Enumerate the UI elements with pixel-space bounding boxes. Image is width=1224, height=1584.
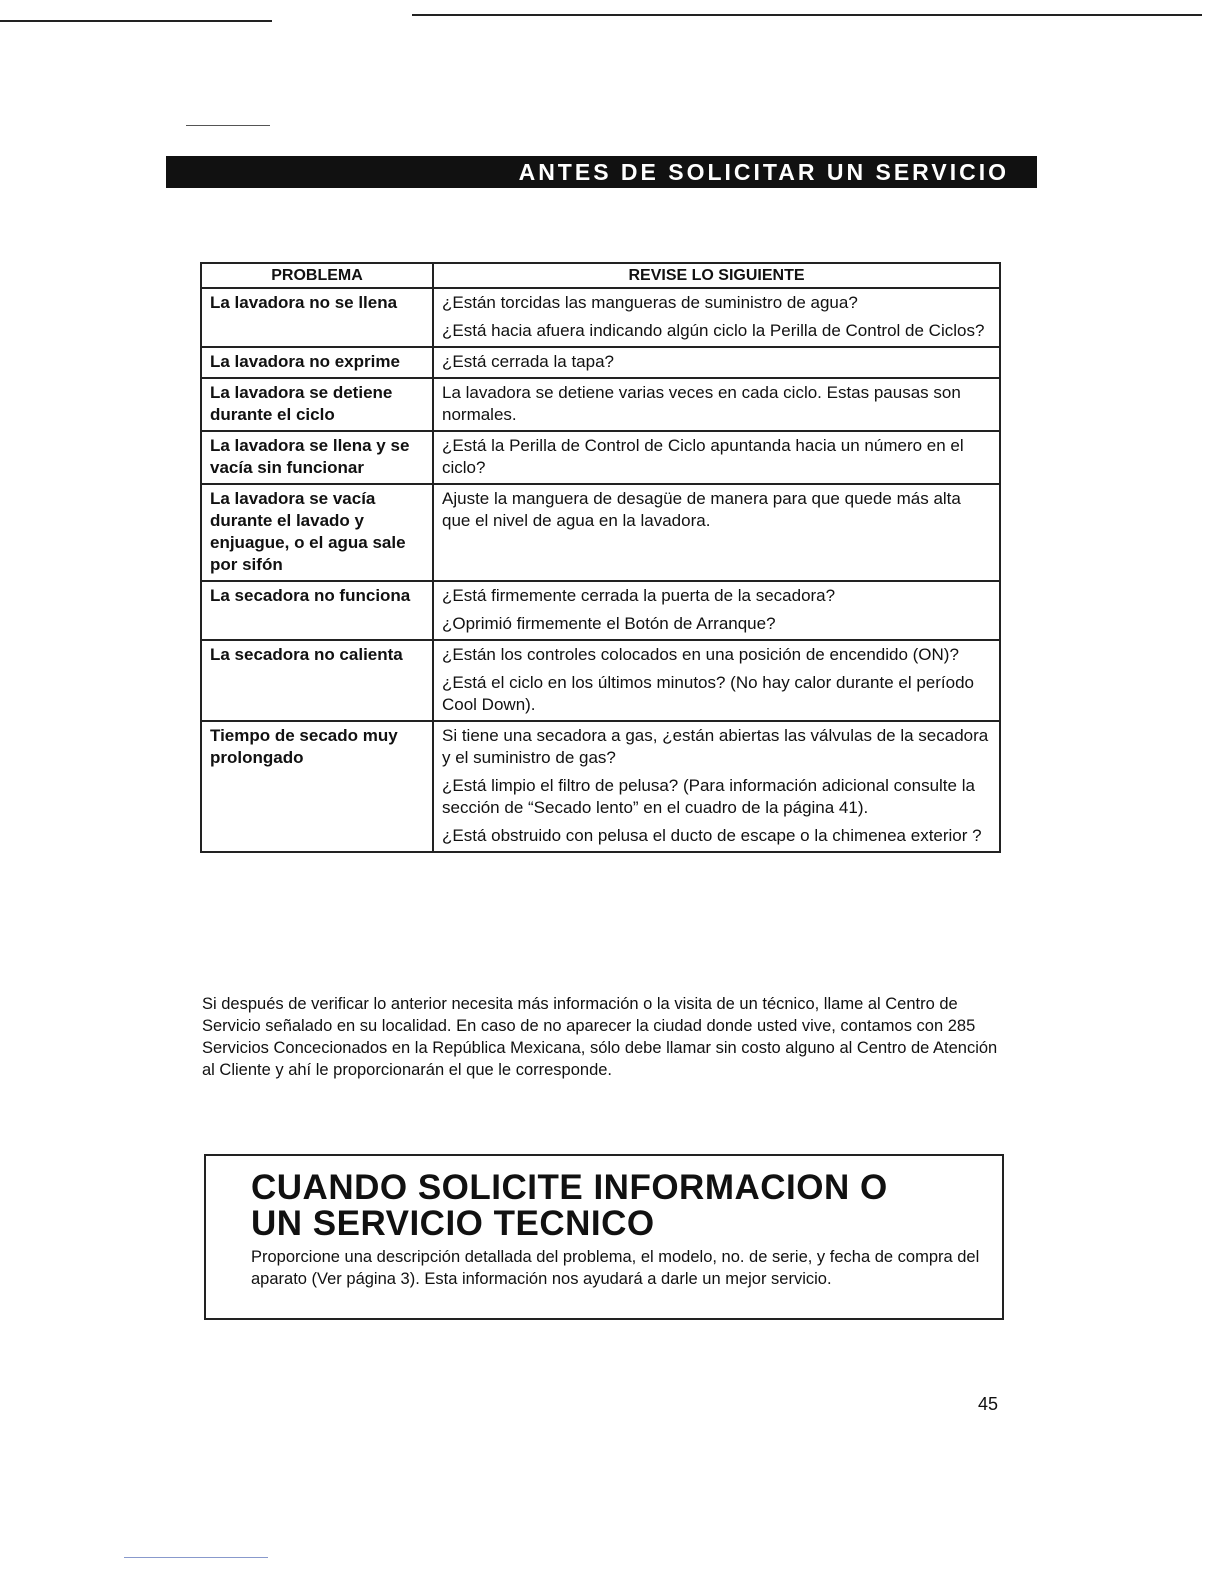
top-rule-left bbox=[0, 20, 272, 22]
table-row bbox=[201, 640, 1000, 721]
short-rule bbox=[186, 125, 270, 126]
check-item: ¿Están torcidas las mangueras de suministro de agua? bbox=[442, 293, 858, 312]
top-rule-right bbox=[412, 14, 1202, 16]
table-header-row bbox=[201, 263, 1000, 288]
check-item: ¿Está firmemente cerrada la puerta de la secadora? bbox=[442, 586, 836, 605]
check-item: ¿Está limpio el filtro de pelusa? (Para información adicional consulte la sección de “Secado lento” en el cuadro de la página 41). bbox=[442, 776, 975, 817]
info-box-title-line2: UN SERVICIO TECNICO bbox=[251, 1204, 655, 1243]
table-row bbox=[201, 378, 1000, 431]
problem-cell: Tiempo de secado muy prolongado bbox=[201, 721, 433, 852]
problem-cell: La lavadora se llena y se vacía sin funcionar bbox=[201, 431, 433, 484]
table-row bbox=[201, 484, 1000, 581]
check-cell bbox=[433, 640, 1000, 721]
check-item: ¿Está obstruido con pelusa el ducto de escape o la chimenea exterior ? bbox=[442, 826, 982, 845]
check-cell bbox=[433, 288, 1000, 347]
check-item: ¿Están los controles colocados en una posición de encendido (ON)? bbox=[442, 645, 959, 664]
check-cell bbox=[433, 431, 1000, 484]
problem-cell: La lavadora no se llena bbox=[201, 288, 433, 347]
info-box-title bbox=[251, 1170, 982, 1242]
problem-cell: La lavadora se detiene durante el ciclo bbox=[201, 378, 433, 431]
check-item: ¿Está la Perilla de Control de Ciclo apuntanda hacia un número en el ciclo? bbox=[442, 436, 964, 477]
service-paragraph: Si después de verificar lo anterior necesita más información o la visita de un técnico, llame al Centro de Servicio señalado en su localidad. En caso de no aparecer la ciudad donde usted vive, contamos con 285 Servicios Concecionados en la República Mexicana, sólo debe llamar sin costo alguno al Centro de Atención al Cliente y ahí le proporcionarán el que le corresponde. bbox=[202, 995, 998, 1079]
header-check: REVISE LO SIGUIENTE bbox=[433, 263, 1000, 288]
page-number: 45 bbox=[978, 1394, 999, 1414]
problem-cell: La lavadora se vacía durante el lavado y enjuague, o el agua sale por sifón bbox=[201, 484, 433, 581]
info-box-title-line1: CUANDO SOLICITE INFORMACION O bbox=[251, 1168, 888, 1207]
check-item: ¿Está hacia afuera indicando algún ciclo la Perilla de Control de Ciclos? bbox=[442, 321, 985, 340]
troubleshooting-table bbox=[200, 262, 1001, 853]
info-box-body: Proporcione una descripción detallada del problema, el modelo, no. de serie, y fecha de compra del aparato (Ver página 3). Esta información nos ayudará a darle un mejor servicio. bbox=[251, 1248, 980, 1288]
table-row bbox=[201, 347, 1000, 378]
check-cell bbox=[433, 484, 1000, 581]
table-row bbox=[201, 721, 1000, 852]
problem-cell: La secadora no funciona bbox=[201, 581, 433, 640]
check-item: Ajuste la manguera de desagüe de manera para que quede más alta que el nivel de agua en la lavadora. bbox=[442, 489, 961, 530]
header-problem: PROBLEMA bbox=[201, 263, 433, 288]
check-item: Si tiene una secadora a gas, ¿están abiertas las válvulas de la secadora y el suministro de gas? bbox=[442, 726, 989, 767]
info-box bbox=[204, 1154, 1004, 1320]
bottom-rule bbox=[124, 1557, 268, 1558]
check-item: La lavadora se detiene varias veces en cada ciclo. Estas pausas son normales. bbox=[442, 383, 961, 424]
check-cell bbox=[433, 347, 1000, 378]
check-item: ¿Está cerrada la tapa? bbox=[442, 352, 614, 371]
table-row bbox=[201, 288, 1000, 347]
table-row bbox=[201, 431, 1000, 484]
check-item: ¿Está el ciclo en los últimos minutos? (No hay calor durante el período Cool Down). bbox=[442, 673, 974, 714]
problem-cell: La secadora no calienta bbox=[201, 640, 433, 721]
check-cell bbox=[433, 581, 1000, 640]
table-row bbox=[201, 581, 1000, 640]
problem-cell: La lavadora no exprime bbox=[201, 347, 433, 378]
check-cell bbox=[433, 721, 1000, 852]
section-banner: ANTES DE SOLICITAR UN SERVICIO bbox=[166, 156, 1037, 188]
check-item: ¿Oprimió firmemente el Botón de Arranque? bbox=[442, 614, 776, 633]
check-cell bbox=[433, 378, 1000, 431]
